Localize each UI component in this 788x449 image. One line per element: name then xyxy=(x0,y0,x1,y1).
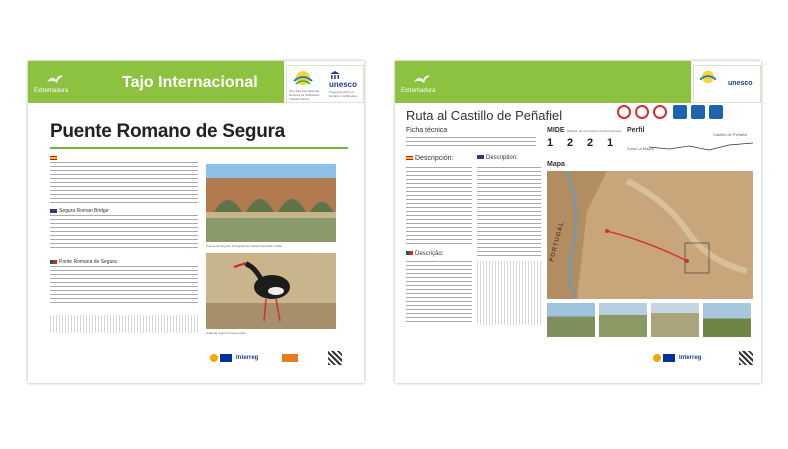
descripcion-pt-heading: Descrição: xyxy=(406,251,443,257)
uk-flag-icon xyxy=(477,155,484,159)
interreg-label: Interreg xyxy=(679,355,702,361)
eu-flag-icon xyxy=(663,354,675,362)
title-rule xyxy=(50,147,348,149)
perfil-title: Perfil xyxy=(627,127,645,134)
sign-panel-ruta-castillo xyxy=(395,61,761,383)
bird-logo-icon xyxy=(46,73,64,87)
partner-logos xyxy=(693,65,761,103)
partner-logos xyxy=(286,65,364,103)
unesco-temple-icon xyxy=(329,70,341,80)
route-photo-3 xyxy=(651,303,699,337)
descripcion-pt-text xyxy=(406,261,472,325)
extremadura-footer-icon xyxy=(653,354,661,362)
sign-panel-puente-romano xyxy=(28,61,364,383)
descripcion-es-text xyxy=(406,167,472,247)
uk-flag-icon xyxy=(50,209,57,213)
region-label: Extremadura xyxy=(401,88,436,94)
reserve-text: Tajo-Tejo Internacional Reserva de la Biosfera Transfronteriza xyxy=(289,89,320,101)
profile-start-label: Zona La Mayor xyxy=(627,146,654,151)
mide-title: MIDE xyxy=(547,127,565,134)
unesco-label: unesco xyxy=(329,80,358,89)
braille-text xyxy=(50,315,198,333)
map-country-label: PORTUGAL xyxy=(549,220,566,263)
route-map xyxy=(547,171,753,299)
mide-score-4: 1 xyxy=(607,137,614,149)
page-title: Ruta al Castillo de Peñafiel xyxy=(406,108,563,123)
section-es-heading xyxy=(50,155,59,161)
page-title: Puente Romano de Segura xyxy=(50,121,285,142)
braille-text xyxy=(477,261,541,325)
spain-flag-icon xyxy=(50,156,57,160)
no-fire-icon xyxy=(617,105,631,119)
portugal-flag-icon xyxy=(50,260,57,264)
stork-caption: Cigüeña negra (Ciconia nigra) xyxy=(206,331,247,335)
eu-flag-icon xyxy=(220,354,232,362)
unesco-subtext: Programa sobre el Hombre y la Biosfera xyxy=(329,90,358,98)
qr-code-icon xyxy=(328,351,342,365)
accessible-icon xyxy=(709,105,723,119)
extremadura-logo xyxy=(401,67,447,101)
photo-strip xyxy=(547,303,753,337)
route-photo-1 xyxy=(547,303,595,337)
elevation-profile-chart xyxy=(649,137,753,155)
text-es xyxy=(50,162,198,204)
spain-flag-icon xyxy=(406,156,413,160)
mide-subtitle: (Método de Información De Excursiones) xyxy=(567,129,622,133)
biosphere-reserve-icon xyxy=(291,69,315,87)
qr-code-icon xyxy=(739,351,753,365)
portugal-flag-icon xyxy=(406,251,413,255)
route-photo-2 xyxy=(599,303,647,337)
signs-row xyxy=(617,105,757,121)
mapa-title: Mapa xyxy=(547,161,565,168)
ficha-text xyxy=(406,137,536,149)
route-photo-4 xyxy=(703,303,751,337)
header-band xyxy=(395,61,691,103)
extremadura-footer-icon xyxy=(210,354,218,362)
no-vehicles-icon xyxy=(653,105,667,119)
footer-logos xyxy=(653,351,757,367)
cycling-icon xyxy=(691,105,705,119)
descripcion-gb-heading: Description: xyxy=(477,155,518,161)
unesco-label: unesco xyxy=(728,80,753,87)
section-gb-heading: Segura Roman Bridge xyxy=(50,208,108,214)
mide-score-2: 2 xyxy=(567,137,574,149)
bird-logo-icon xyxy=(413,73,431,87)
footer-logos xyxy=(210,351,350,367)
mide-scores xyxy=(547,137,623,153)
region-label: Extremadura xyxy=(34,88,69,94)
band-title: Tajo Internacional xyxy=(122,74,258,91)
mide-score-3: 2 xyxy=(587,137,594,149)
text-pt xyxy=(50,266,198,304)
ficha-title: Ficha técnica xyxy=(406,127,448,134)
bridge-photo xyxy=(206,164,336,242)
descripcion-gb-text xyxy=(477,167,541,257)
stork-photo xyxy=(206,253,336,329)
section-pt-heading: Ponte Romana de Segura xyxy=(50,259,117,265)
text-gb xyxy=(50,215,198,251)
no-litter-icon xyxy=(635,105,649,119)
bridge-caption: Puente de Segura. Fotografía de Daniel Fernández Ollán xyxy=(206,244,283,248)
biosphere-reserve-icon xyxy=(697,69,719,85)
header-band xyxy=(28,61,284,103)
profile-end-label: Castillo de Peñafiel xyxy=(713,132,748,137)
hiking-icon xyxy=(673,105,687,119)
interreg-label: Interreg xyxy=(236,355,259,361)
extremadura-logo xyxy=(34,67,80,101)
descripcion-es-heading: Descripción: xyxy=(406,155,454,162)
partner-logo-icon xyxy=(282,354,298,362)
mide-score-1: 1 xyxy=(547,137,554,149)
